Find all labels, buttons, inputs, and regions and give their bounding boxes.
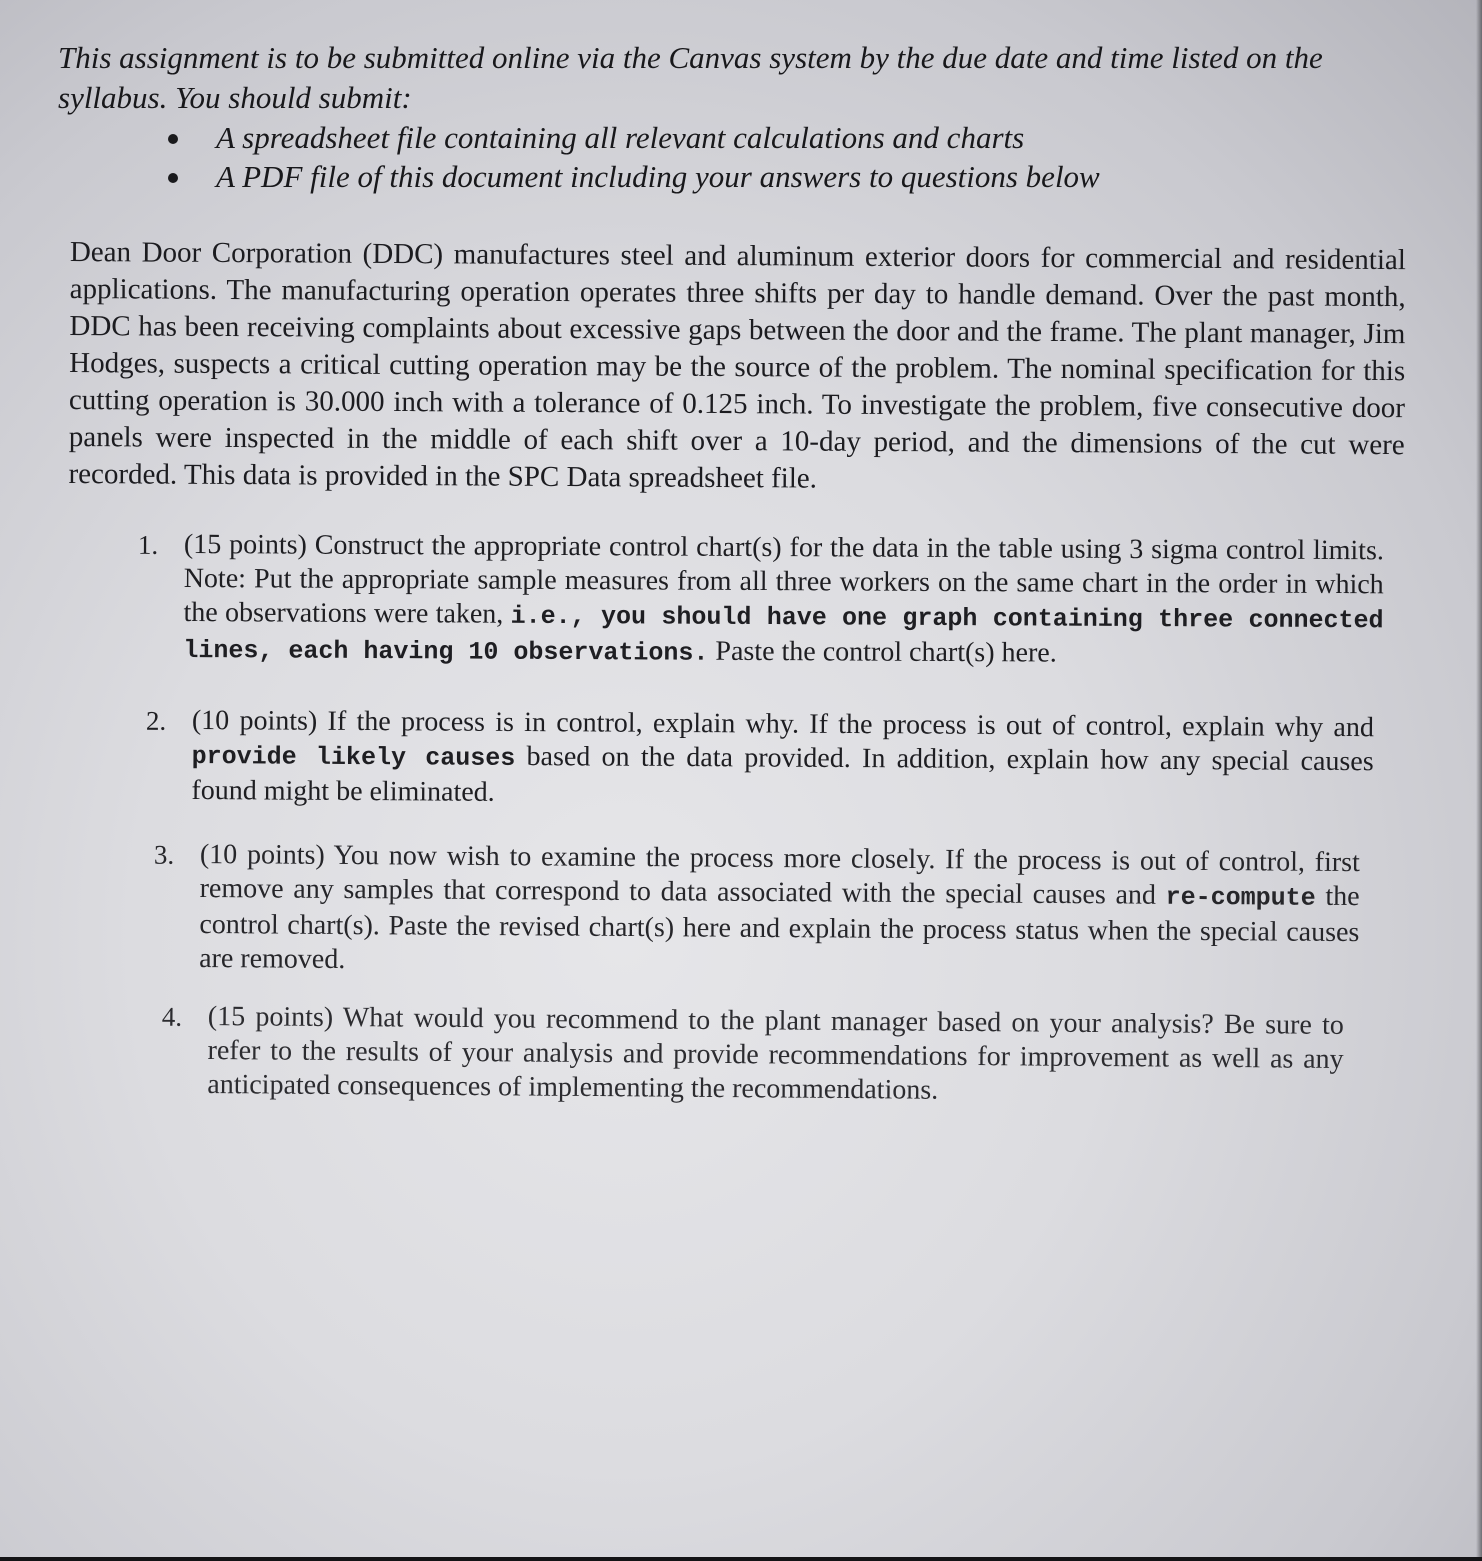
question-1 bbox=[137, 528, 1384, 674]
screen-bottom-edge bbox=[0, 1557, 1482, 1561]
question-number: 2. bbox=[145, 705, 167, 736]
list-item bbox=[168, 118, 1348, 157]
question-text: (10 points) If the process is in control, explain why. If the process is out of control, explain why and bbox=[191, 705, 1374, 744]
question-text-end: Paste the control chart(s) here. bbox=[708, 635, 1057, 669]
question-text: (10 points) You now wish to examine the process more closely. If the process is out of control, first remove any samples that correspond to data associated with the special causes and bbox=[199, 839, 1360, 911]
question-text-end: based on the data provided. In addition, explain how any special causes found might be eliminated. bbox=[191, 740, 1374, 808]
list-item-text: A spreadsheet file containing all relevant calculations and charts bbox=[216, 120, 1025, 155]
question-number: 1. bbox=[137, 529, 159, 560]
case-description: Dean Door Corporation (DDC) manufactures steel and aluminum exterior doors for commercial and residential applications. The manufacturing operation operates three shifts per day to handle demand. Over the past month, DDC has been receiving complaints about excessive gaps between the door and the frame. The plant manager, Jim Hodges, suspects a critical cutting operation may be the source of the problem. The nominal specification for this cutting operation is 30.000 inch with a tolerance of 0.125 inch. To investigate the problem, five consecutive door panels were inspected in the middle of each shift over a 10-day period, and the dimensions of the cut were recorded. This data is provided in the SPC Data spreadsheet file. bbox=[68, 235, 1406, 495]
question-number: 4. bbox=[161, 1001, 183, 1032]
question-2 bbox=[145, 704, 1374, 815]
bullet-icon bbox=[168, 134, 178, 144]
list-item-text: A PDF file of this document including your answers to questions below bbox=[216, 159, 1100, 194]
question-emphasis: i.e., you should have one graph containing three connected lines, each having 10 observations. bbox=[183, 601, 1384, 668]
submission-list bbox=[168, 118, 1348, 196]
bullet-icon bbox=[168, 173, 178, 183]
question-text-end: the control chart(s). Paste the revised chart(s) here and explain the process status when the special causes are removed. bbox=[199, 880, 1360, 976]
question-emphasis: provide likely causes bbox=[191, 741, 516, 773]
question-text: (15 points) What would you recommend to the plant manager based on your analysis? Be sure to refer to the results of your analysis and provide recommendations for improvement as well as any anticipated consequences of implementing the recommendations. bbox=[207, 1000, 1344, 1106]
question-4 bbox=[161, 1000, 1344, 1113]
submission-instructions: This assignment is to be submitted online via the Canvas system by the due date and time listed on the syllabus. You should submit: bbox=[58, 40, 1323, 115]
question-emphasis: re-compute bbox=[1165, 882, 1316, 913]
question-text: (15 points) Construct the appropriate control chart(s) for the data in the table using 3 sigma control limits. Note: Put the appropriate sample measures from all three workers on the same chart in the order in which the observations were taken, bbox=[183, 529, 1384, 630]
question-3 bbox=[153, 838, 1360, 984]
question-number: 3. bbox=[153, 839, 175, 870]
list-item bbox=[168, 157, 1348, 196]
screen-edge bbox=[1476, 0, 1482, 1561]
